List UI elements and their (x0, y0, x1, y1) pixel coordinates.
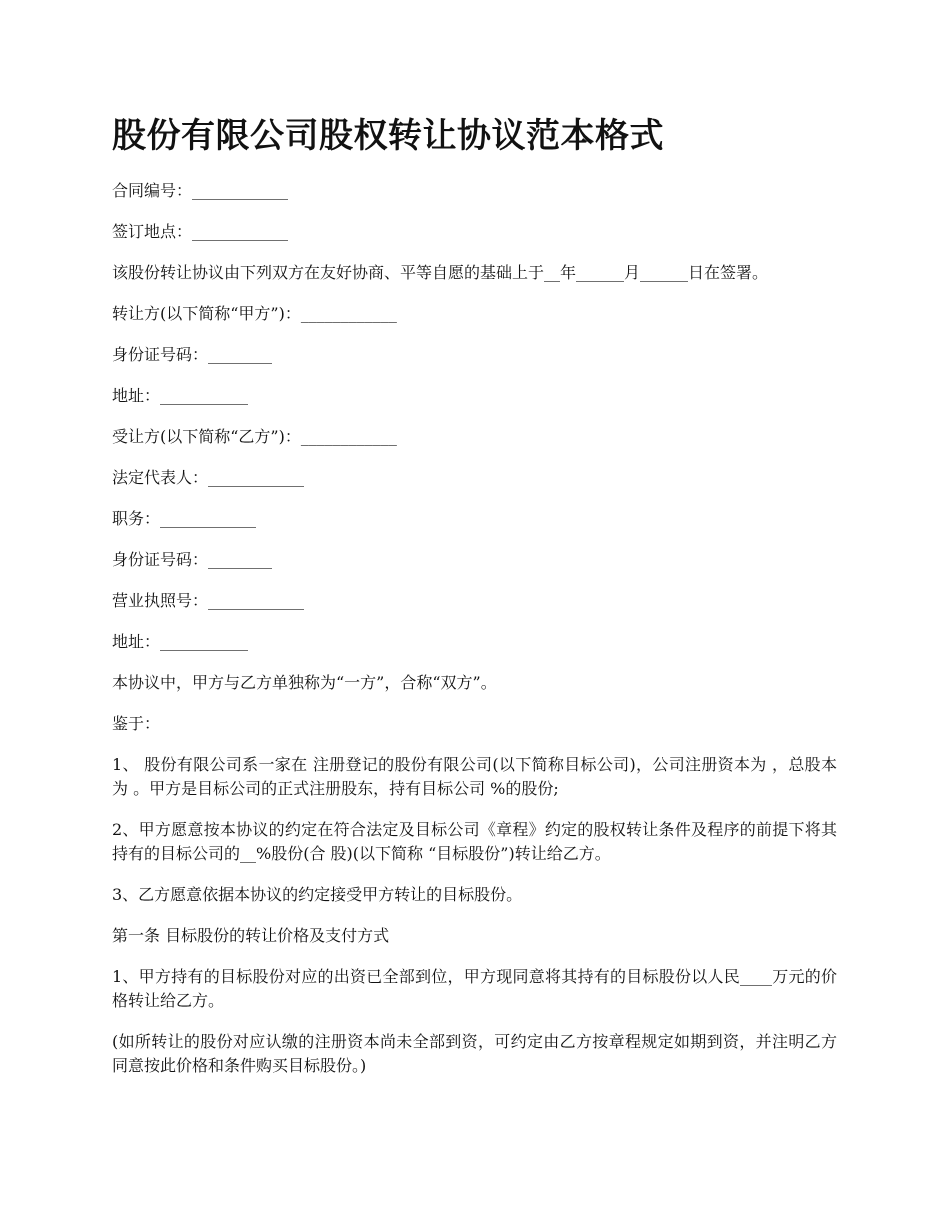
contract-number-line: 合同编号：____________ (112, 181, 289, 200)
document-body (112, 179, 837, 1095)
article-1-clause-1: 1、甲方持有的目标股份对应的出资已全部到位，甲方现同意将其持有的目标股份以人民____万元的价格转让给乙方。 (112, 967, 837, 1010)
article-1-heading: 第一条 目标股份的转让价格及支付方式 (112, 926, 390, 945)
legal-representative-line: 法定代表人：____________ (112, 468, 305, 487)
transferee-line: 受让方(以下简称“乙方”)：____________ (112, 427, 397, 446)
transferor-id-line: 身份证号码：________ (112, 345, 273, 364)
signing-location-line: 签订地点：____________ (112, 222, 289, 241)
agreement-date-paragraph: 该股份转让协议由下列双方在友好协商、平等自愿的基础上于__年______月______日在签署。 (112, 263, 769, 282)
article-1-note: (如所转让的股份对应认缴的注册资本尚未全部到资，可约定由乙方按章程规定如期到资，并注明乙方同意按此价格和条件购买目标股份。) (112, 1032, 837, 1075)
recital-1: 1、 股份有限公司系一家在 注册登记的股份有限公司(以下简称目标公司)，公司注册资本为 ，总股本为 。甲方是目标公司的正式注册股东，持有目标公司 %的股份; (112, 755, 837, 798)
transferee-address-line: 地址：___________ (112, 632, 249, 651)
position-line: 职务：____________ (112, 509, 257, 528)
recital-3: 3、乙方愿意依据本协议的约定接受甲方转让的目标股份。 (112, 885, 523, 904)
whereas-heading: 鉴于： (112, 714, 161, 733)
transferor-address-line: 地址：___________ (112, 386, 249, 405)
recital-2: 2、甲方愿意按本协议的约定在符合法定及目标公司《章程》约定的股权转让条件及程序的前提下将其持有的目标公司的__%股份(合 股)(以下简称 “目标股份”)转让给乙方。 (112, 820, 837, 863)
party-definition-paragraph: 本协议中，甲方与乙方单独称为“一方”，合称“双方”。 (112, 673, 497, 692)
business-license-line: 营业执照号：____________ (112, 591, 305, 610)
transferee-id-line: 身份证号码：________ (112, 550, 273, 569)
transferor-line: 转让方(以下简称“甲方”)：____________ (112, 304, 397, 323)
document-title: 股份有限公司股权转让协议范本格式 (112, 116, 664, 156)
